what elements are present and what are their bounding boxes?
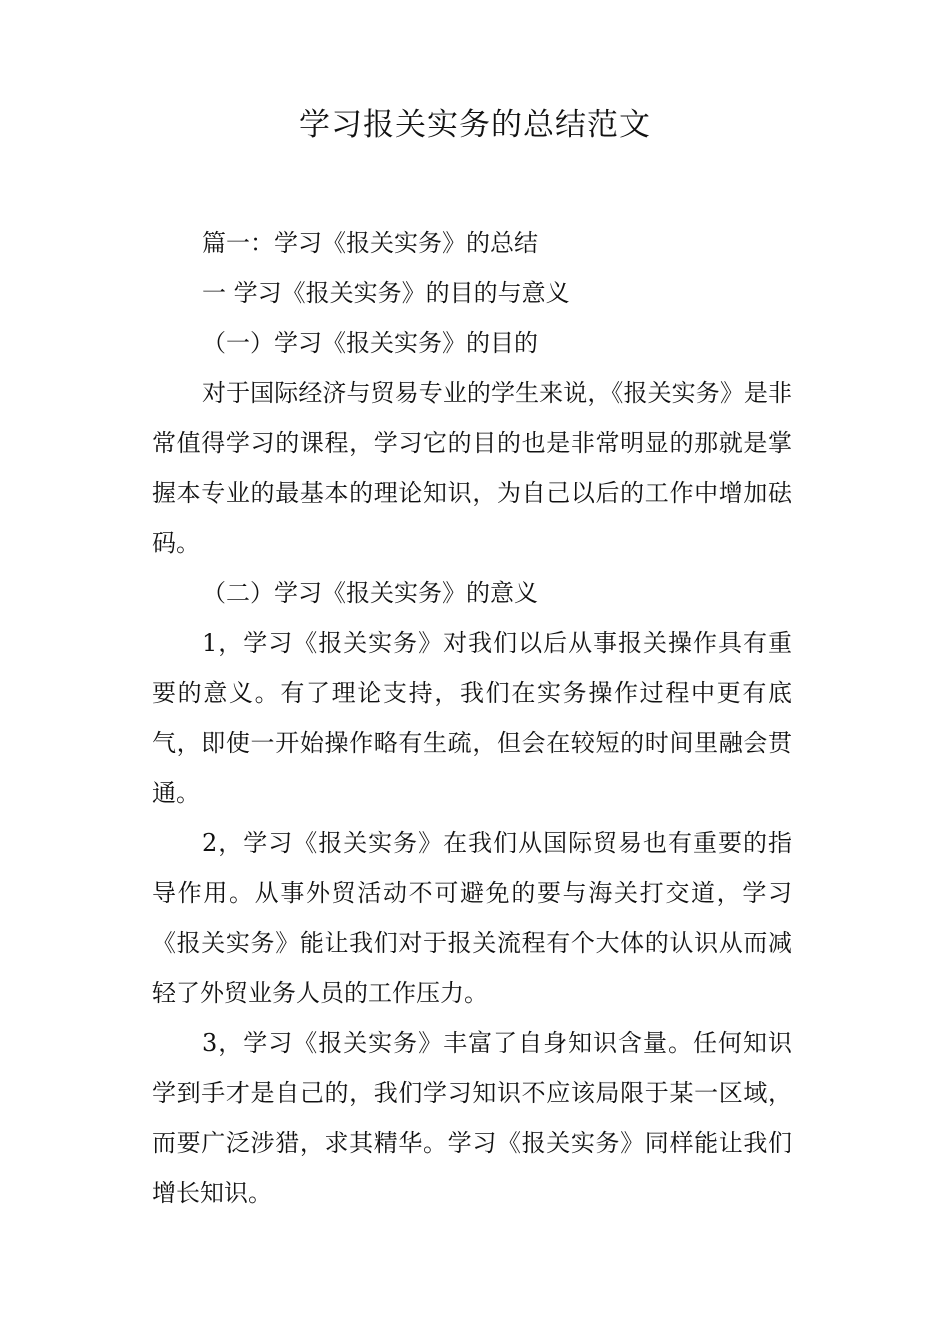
document-body <box>152 218 792 1218</box>
paragraph-point-3: 3，学习《报关实务》丰富了自身知识含量。任何知识学到手才是自己的，我们学习知识不应该局限于某一区域，而要广泛涉猎，求其精华。学习《报关实务》同样能让我们增长知识。 <box>152 1029 792 1207</box>
paragraph-point-2: 2，学习《报关实务》在我们从国际贸易也有重要的指导作用。从事外贸活动不可避免的要与海关打交道，学习《报关实务》能让我们对于报关流程有个大体的认识从而减轻了外贸业务人员的工作压力。 <box>152 829 792 1007</box>
chapter-heading: 一 学习《报关实务》的目的与意义 <box>202 279 570 307</box>
subsection-heading-purpose: （一）学习《报关实务》的目的 <box>202 329 538 357</box>
section-heading: 篇一：学习《报关实务》的总结 <box>202 229 538 257</box>
paragraph-purpose: 对于国际经济与贸易专业的学生来说，《报关实务》是非常值得学习的课程，学习它的目的也是非常明显的那就是掌握本专业的最基本的理论知识，为自己以后的工作中增加砝码。 <box>152 379 792 557</box>
document-title: 学习报关实务的总结范文 <box>299 107 651 143</box>
subsection-heading-significance: （二）学习《报关实务》的意义 <box>202 579 538 607</box>
paragraph-point-1: 1，学习《报关实务》对我们以后从事报关操作具有重要的意义。有了理论支持，我们在实务操作过程中更有底气，即使一开始操作略有生疏，但会在较短的时间里融会贯通。 <box>152 629 792 807</box>
